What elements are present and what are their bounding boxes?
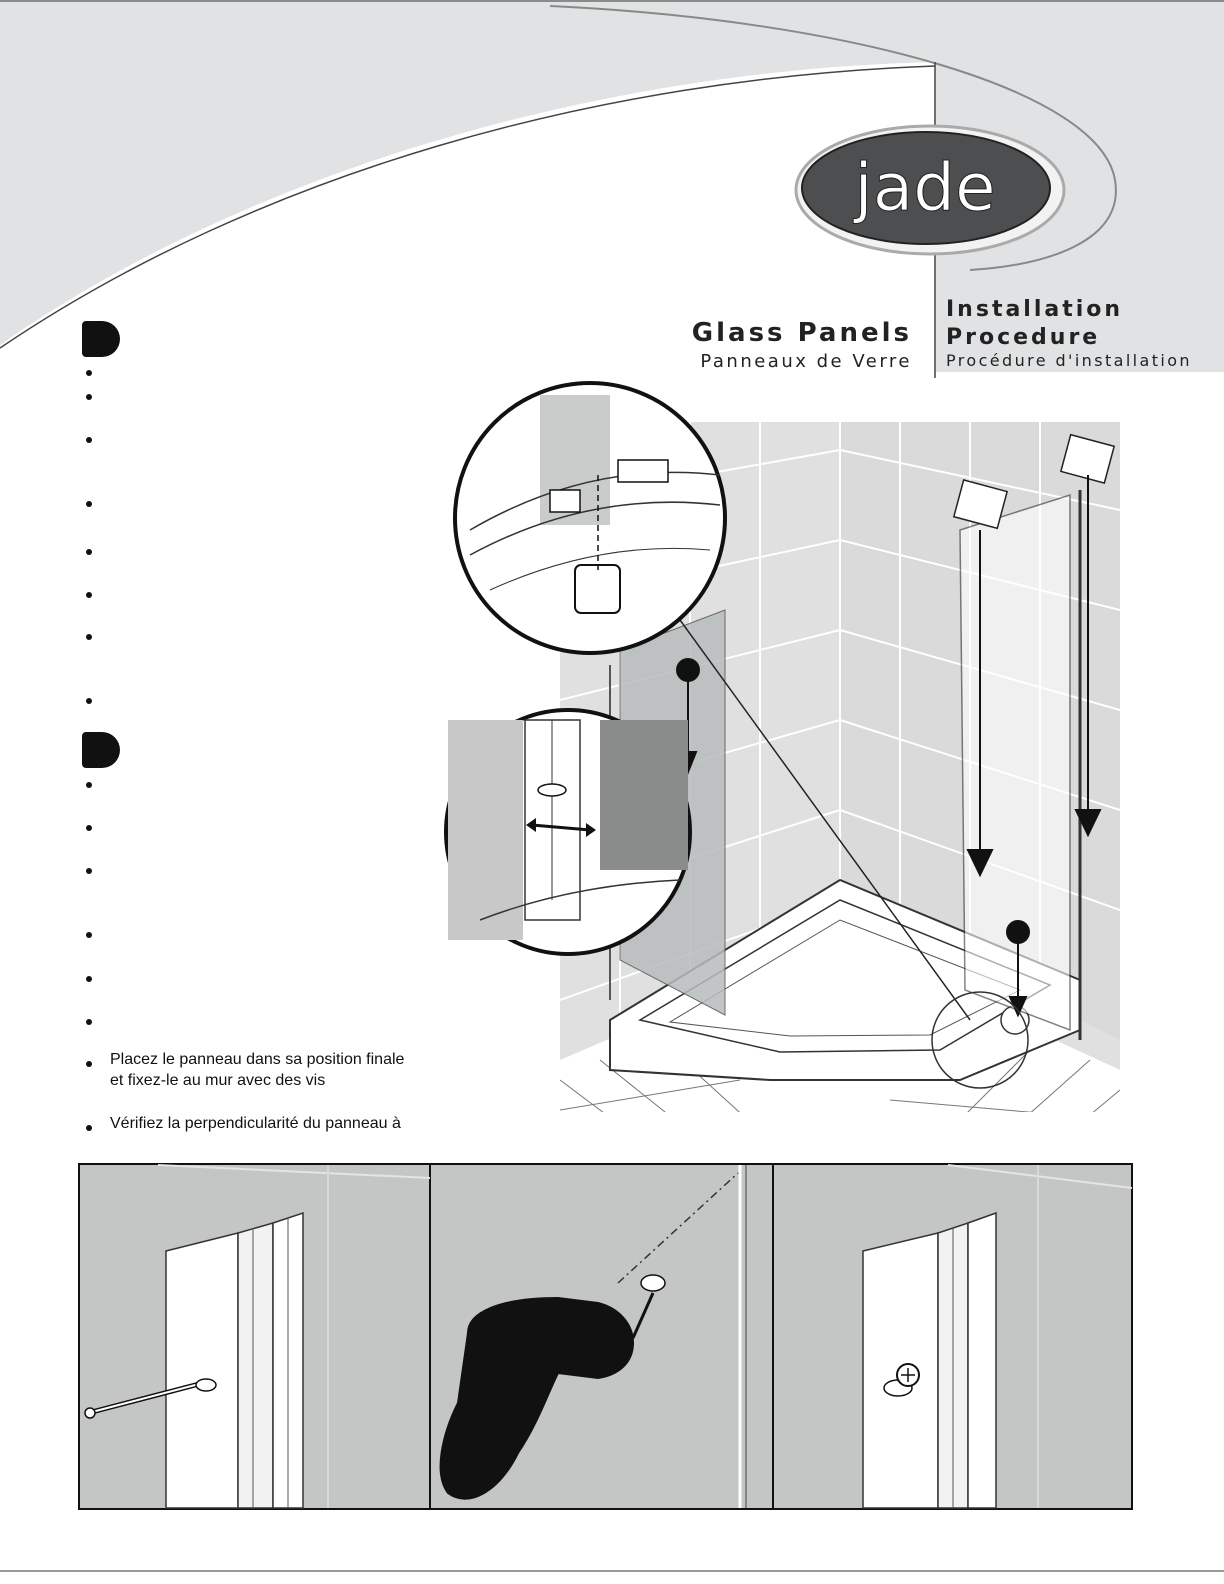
- bullet: [86, 782, 92, 788]
- instruction-line: et fixez-le au mur avec des vis: [110, 1072, 326, 1089]
- instruction-text: [110, 1113, 401, 1134]
- step-badge-2: [82, 732, 120, 768]
- shower-illustration: [440, 380, 1130, 1150]
- bullet: [86, 698, 92, 704]
- jade-logo: [790, 118, 1070, 268]
- procedure-title-french: Procédure d'installation: [946, 351, 1192, 370]
- bullet: [86, 394, 92, 400]
- bullet: [86, 1019, 92, 1025]
- bullet: [86, 437, 92, 443]
- bullet: [86, 868, 92, 874]
- bullet: [86, 1061, 92, 1067]
- bullet: [86, 634, 92, 640]
- bullet: [86, 592, 92, 598]
- step-badge-1: [82, 321, 120, 357]
- bullet: [86, 549, 92, 555]
- page-title: Glass Panels: [691, 318, 912, 348]
- bullet: [86, 1125, 92, 1131]
- procedure-title-line2: Procedure: [946, 325, 1101, 350]
- instruction-line: Vérifiez la perpendicularité du panneau à: [110, 1115, 401, 1132]
- logo-text: jade: [854, 149, 996, 226]
- instruction-line: Placez le panneau dans sa position finale: [110, 1051, 405, 1068]
- page-title-french: Panneaux de Verre: [700, 351, 912, 372]
- bullet: [86, 370, 92, 376]
- bullet: [86, 825, 92, 831]
- procedure-title-line1: Installation: [946, 297, 1124, 322]
- bullet: [86, 932, 92, 938]
- bullet: [86, 976, 92, 982]
- bullet: [86, 501, 92, 507]
- instruction-text: [110, 1049, 404, 1091]
- procedure-title: [946, 296, 1123, 352]
- bottom-steps-strip: [78, 1163, 1133, 1520]
